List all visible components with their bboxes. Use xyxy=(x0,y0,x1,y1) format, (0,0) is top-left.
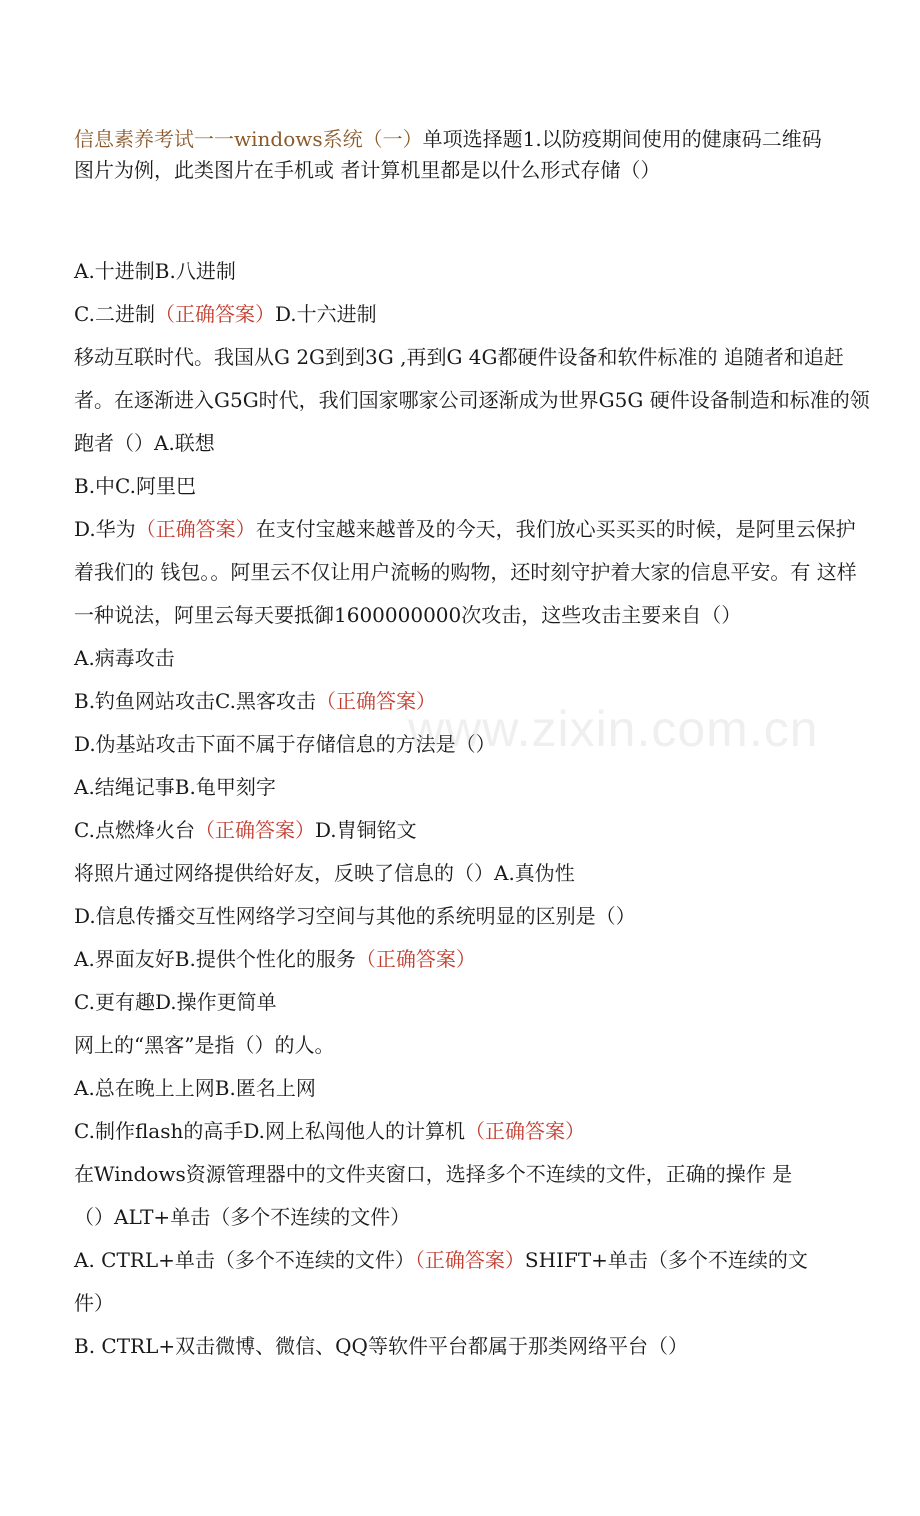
text-line xyxy=(74,1239,874,1282)
text-line: D.伪基站攻击下面不属于存储信息的方法是（） xyxy=(74,732,496,756)
question-text: 在支付宝越来越普及的今天，我们放心买买买的时候，是阿里云保护着我们的 钱包。。阿里云不仅让用户流畅的购物，还时刻守护着大家的信息平安。有 这样一种说法，阿里云每天要抵御1600000000次攻击，这些攻击主要来自（） xyxy=(74,517,857,627)
text-line: B.中C.阿里巴 xyxy=(74,474,197,498)
title-line2: 图片为例，此类图片在手机或 者计算机里都是以什么形式存储（） xyxy=(74,158,661,182)
correct-answer-tag: （正确答案） xyxy=(355,947,476,971)
option-text: D.华为 xyxy=(74,517,136,541)
text-line xyxy=(74,293,874,336)
text-line: A.总在晚上上网B.匿名上网 xyxy=(74,1076,316,1100)
text-line: A.结绳记事B.龟甲刻字 xyxy=(74,775,276,799)
text-line xyxy=(74,1110,874,1153)
option-text: SHIFT+单击（多个不连续的文 xyxy=(524,1248,808,1272)
text-line xyxy=(74,938,874,981)
text-line: B. CTRL+双击微博、微信、QQ等软件平台都属于那类网络平台（） xyxy=(74,1334,688,1358)
text-line: 将照片通过网络提供给好友，反映了信息的（）A.真伪性 xyxy=(74,861,575,885)
option-text: C.二进制 xyxy=(74,302,155,326)
watermark: www.zixin.com.cn xyxy=(408,701,819,757)
correct-answer-tag: （正确答案） xyxy=(154,302,275,326)
text-line xyxy=(74,680,874,723)
correct-answer-tag: （正确答案） xyxy=(465,1119,586,1143)
text-line: 网上的“黑客”是指（）的人。 xyxy=(74,1033,335,1057)
option-text: C.制作flash的高手D.网上私闯他人的计算机 xyxy=(74,1119,466,1143)
correct-answer-tag: （正确答案） xyxy=(316,689,437,713)
spacer xyxy=(74,186,874,250)
question-paragraph: 移动互联时代。我国从G 2G到到3G ,再到G 4G都硬件设备和软件标准的 追随者和追赶者。在逐渐进入G5G时代，我们国家哪家公司逐渐成为世界G5G 硬件设备制造和标准的领跑者（）A.联想 xyxy=(74,345,870,455)
question-paragraph xyxy=(74,508,874,637)
text-line: A.十进制B.八进制 xyxy=(74,259,236,283)
option-text: D.胄铜铭文 xyxy=(314,818,417,842)
option-text: A.界面友好B.提供个性化的服务 xyxy=(74,947,356,971)
correct-answer-tag: （正确答案） xyxy=(414,1248,525,1272)
text-line: A.病毒攻击 xyxy=(74,646,175,670)
text-line: 件） xyxy=(74,1291,114,1315)
title-rest: 单项选择题1.以防疫期间使用的健康码二维码 xyxy=(422,127,822,151)
text-line xyxy=(74,809,874,852)
option-text: C.点燃烽火台 xyxy=(74,818,195,842)
option-text: A. CTRL+单击（多个不连续的文件） xyxy=(74,1248,415,1272)
text-line: （）ALT+单击（多个不连续的文件） xyxy=(74,1205,411,1229)
correct-answer-tag: （正确答案） xyxy=(194,818,315,842)
text-line: C.更有趣D.操作更简单 xyxy=(74,990,277,1014)
option-text: B.钓鱼网站攻击C.黑客攻击 xyxy=(74,689,317,713)
title-brown: 信息素养考试一一windows系统（一） xyxy=(74,127,423,151)
correct-answer-tag: （正确答案） xyxy=(135,517,256,541)
doc-title xyxy=(74,124,874,186)
option-text: D.十六进制 xyxy=(274,302,377,326)
text-line: 在Windows资源管理器中的文件夹窗口，选择多个不连续的文件，正确的操作 是 xyxy=(74,1162,793,1186)
text-line: D.信息传播交互性网络学习空间与其他的系统明显的区别是（） xyxy=(74,904,636,928)
document-body xyxy=(74,124,874,1368)
